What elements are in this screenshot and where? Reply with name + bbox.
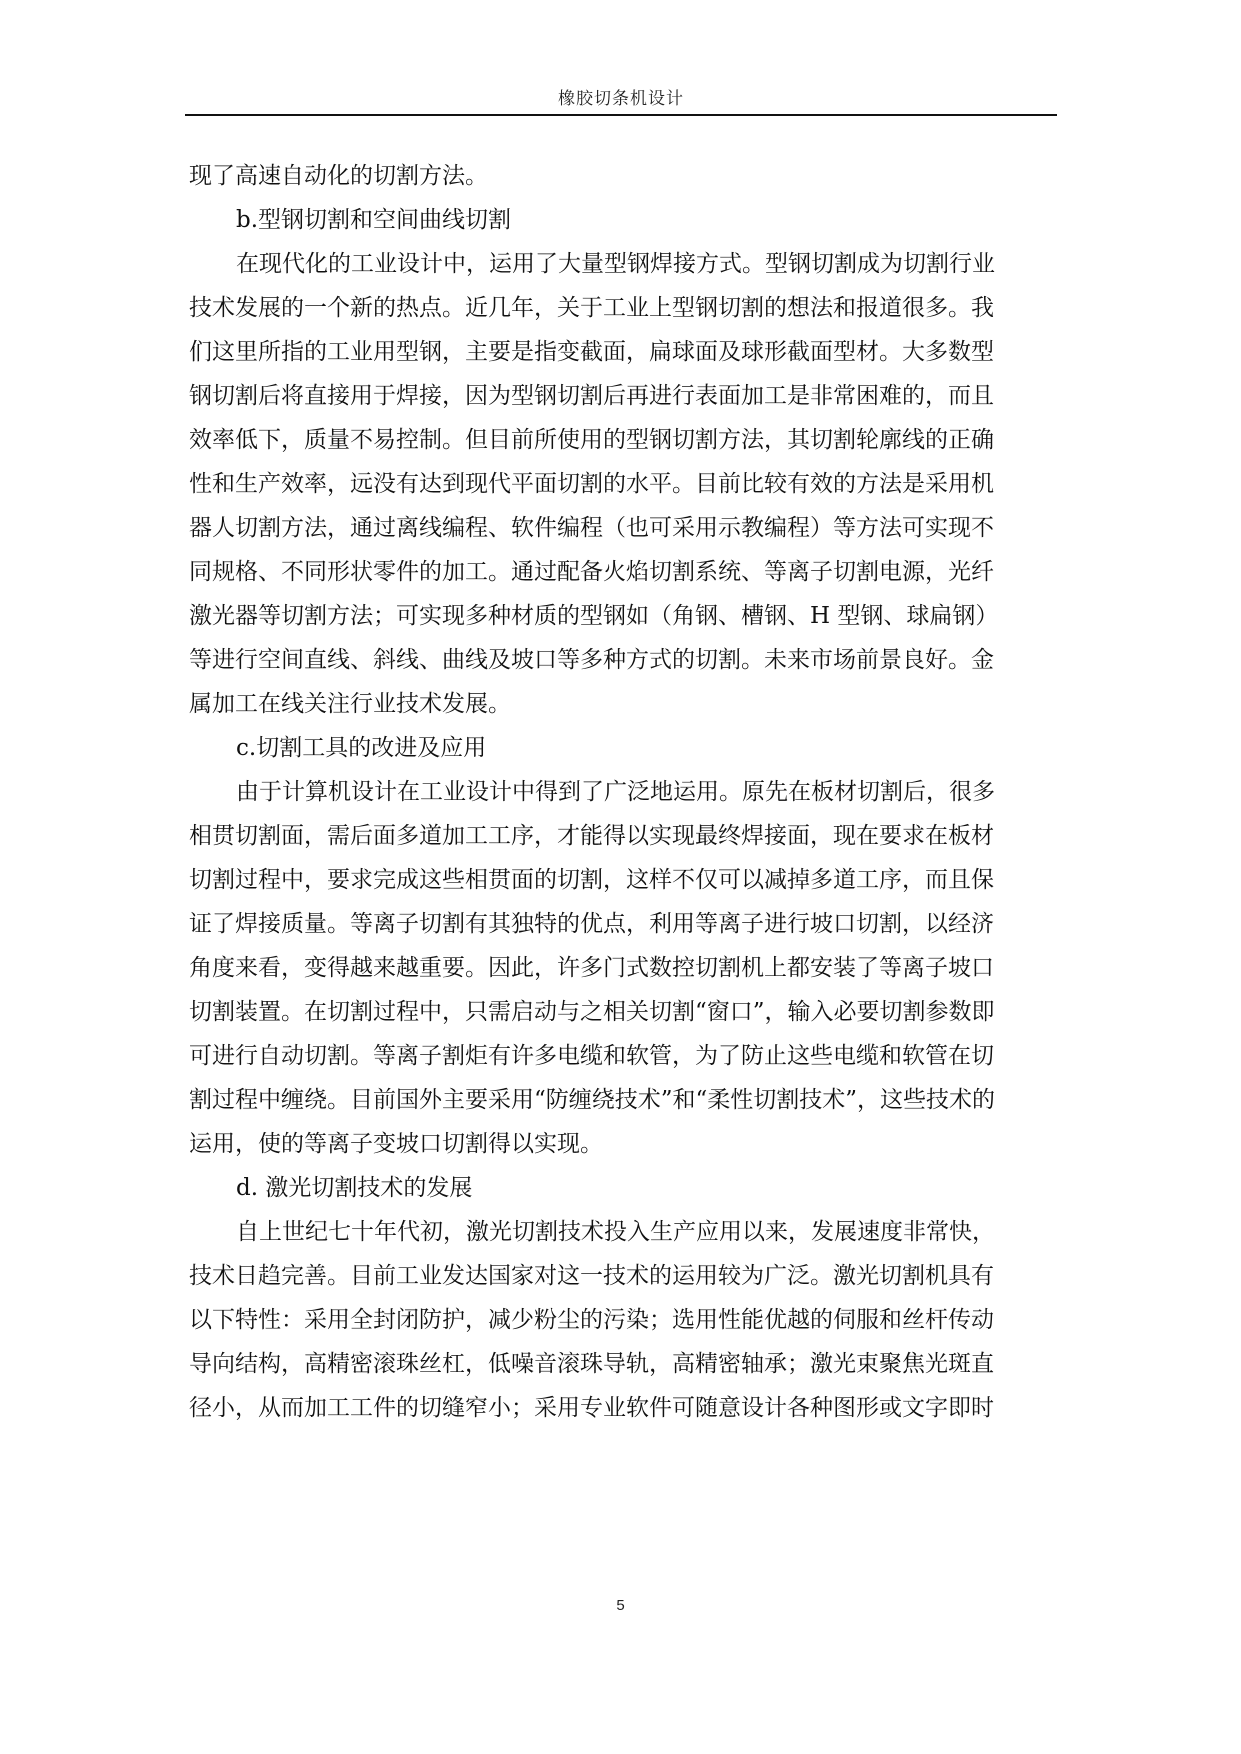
text-line: 角度来看，变得越来越重要。因此，许多门式数控切割机上都安装了等离子坡口 (189, 955, 994, 981)
text-line: 性和生产效率，远没有达到现代平面切割的水平。目前比较有效的方法是采用机 (189, 471, 994, 497)
text-line: 钢切割后将直接用于焊接，因为型钢切割后再进行表面加工是非常困难的，而且 (189, 383, 994, 409)
text-line: 等进行空间直线、斜线、曲线及坡口等多种方式的切割。未来市场前景良好。金 (189, 647, 994, 673)
text-line: 们这里所指的工业用型钢，主要是指变截面，扁球面及球形截面型材。大多数型 (189, 339, 994, 365)
text-line: 同规格、不同形状零件的加工。通过配备火焰切割系统、等离子切割电源，光纤 (189, 559, 994, 585)
text-line: 运用，使的等离子变坡口切割得以实现。 (189, 1131, 603, 1157)
running-header: 橡胶切条机设计 (558, 89, 684, 109)
text-line: 技术日趋完善。目前工业发达国家对这一技术的运用较为广泛。激光切割机具有 (189, 1263, 994, 1289)
text-line: 在现代化的工业设计中，运用了大量型钢焊接方式。型钢切割成为切割行业 (236, 251, 995, 277)
body-text (189, 154, 1059, 1430)
text-line: 证了焊接质量。等离子切割有其独特的优点，利用等离子进行坡口切割，以经济 (189, 911, 994, 937)
page-number: 5 (616, 1597, 625, 1614)
text-line: 属加工在线关注行业技术发展。 (189, 691, 511, 717)
text-line: 自上世纪七十年代初，激光切割技术投入生产应用以来，发展速度非常快， (236, 1219, 995, 1245)
header-rule (185, 114, 1057, 116)
section-heading-d: d. 激光切割技术的发展 (236, 1175, 473, 1201)
section-heading-c: c.切割工具的改进及应用 (236, 735, 487, 761)
text-line: 割过程中缠绕。目前国外主要采用“防缠绕技术”和“柔性切割技术”，这些技术的 (189, 1087, 996, 1113)
text-line: 技术发展的一个新的热点。近几年，关于工业上型钢切割的想法和报道很多。我 (189, 295, 994, 321)
text-line: 导向结构，高精密滚珠丝杠，低噪音滚珠导轨，高精密轴承；激光束聚焦光斑直 (189, 1351, 994, 1377)
text-line: 现了高速自动化的切割方法。 (189, 163, 488, 189)
text-line: 效率低下，质量不易控制。但目前所使用的型钢切割方法，其切割轮廓线的正确 (189, 427, 994, 453)
text-line: 由于计算机设计在工业设计中得到了广泛地运用。原先在板材切割后，很多 (236, 779, 995, 805)
text-line: 切割过程中，要求完成这些相贯面的切割，这样不仅可以减掉多道工序，而且保 (189, 867, 994, 893)
section-heading-b: b.型钢切割和空间曲线切割 (236, 207, 512, 233)
text-line: 可进行自动切割。等离子割炬有许多电缆和软管，为了防止这些电缆和软管在切 (189, 1043, 994, 1069)
text-line: 相贯切割面，需后面多道加工工序，才能得以实现最终焊接面，现在要求在板材 (189, 823, 994, 849)
text-line: 器人切割方法，通过离线编程、软件编程（也可采用示教编程）等方法可实现不 (189, 515, 994, 541)
text-line: 激光器等切割方法；可实现多种材质的型钢如（角钢、槽钢、H 型钢、球扁钢） (189, 603, 999, 629)
text-line: 以下特性：采用全封闭防护，减少粉尘的污染；选用性能优越的伺服和丝杆传动 (189, 1307, 994, 1333)
text-line: 切割装置。在切割过程中，只需启动与之相关切割“窗口”，输入必要切割参数即 (189, 999, 995, 1025)
text-line: 径小，从而加工工件的切缝窄小；采用专业软件可随意设计各种图形或文字即时 (189, 1395, 994, 1421)
